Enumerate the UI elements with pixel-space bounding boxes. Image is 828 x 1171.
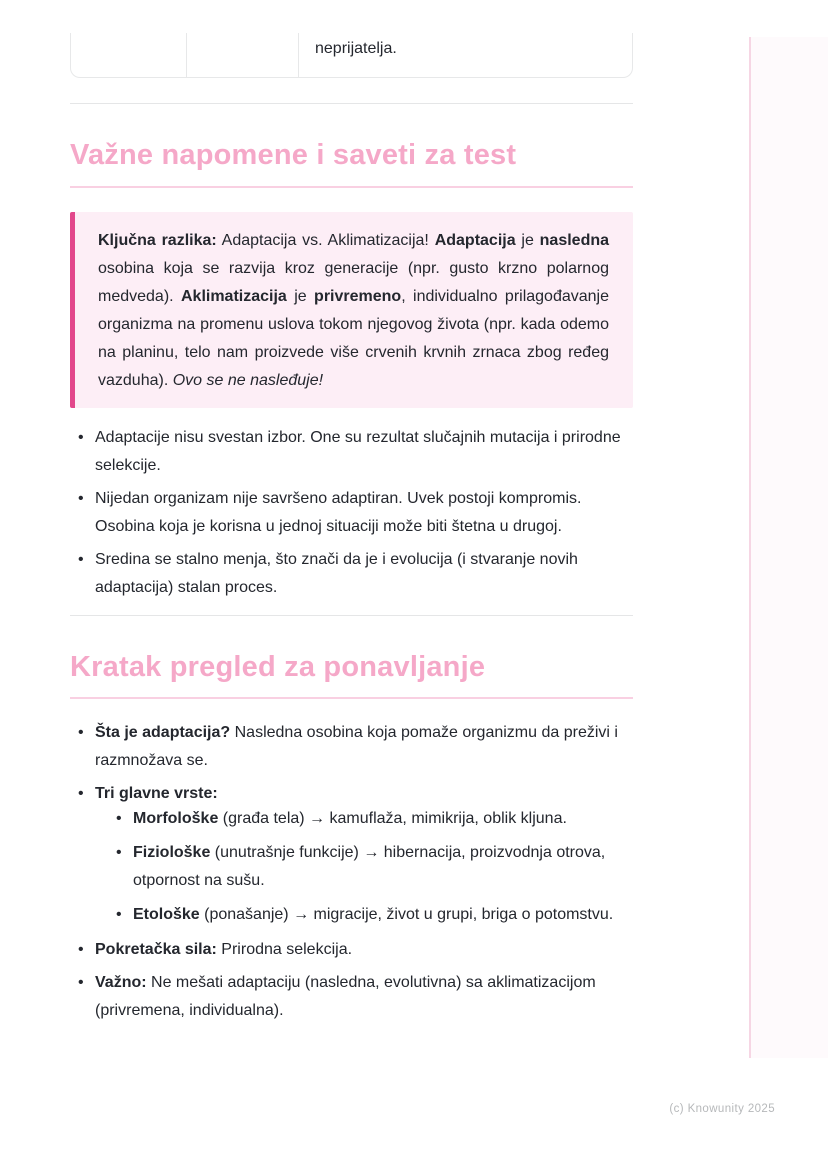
- heading-underline: [70, 186, 633, 188]
- callout-italic-run: Ovo se ne nasleđuje!: [172, 372, 324, 389]
- bullet-lead: Tri glavne vrste:: [95, 785, 218, 802]
- key-difference-callout: [70, 212, 633, 408]
- bullet-lead: Fiziološke: [133, 844, 211, 861]
- callout-text: [98, 232, 609, 389]
- bullet-lead: Važno:: [95, 974, 147, 991]
- page-edge-line: [749, 37, 751, 1058]
- bullet-text: Nasledna osobina koja pomaže organizmu da preživi i razmnožava se.: [95, 724, 618, 769]
- notes-bullet-list: [70, 424, 633, 607]
- table-cell: [71, 33, 187, 77]
- callout-bold-run: nasledna: [539, 232, 610, 249]
- bullet-lead: Morfološke: [133, 810, 219, 827]
- callout-text-run: je: [515, 232, 540, 249]
- nested-bullet-list: [95, 805, 633, 929]
- callout-bold-run: Aklimatizacija: [180, 288, 287, 305]
- callout-bold-run: Ključna razlika:: [98, 232, 217, 249]
- section-heading-review: Kratak pregled za ponavljanje: [70, 651, 486, 683]
- heading-underline: [70, 697, 633, 699]
- table-cell: neprijatelja.: [315, 40, 397, 57]
- bullet-lead: Šta je adaptacija?: [95, 724, 231, 741]
- nested-bullet-item: [112, 901, 633, 929]
- bullet-lead: Etološke: [133, 906, 200, 923]
- nested-bullet-item: [112, 805, 633, 833]
- review-bullet-list: [70, 719, 633, 1030]
- footer-credit: (c) Knowunity 2025: [669, 1103, 775, 1115]
- bullet-text: (unutrašnje funkcije) → hibernacija, proizvodnja otrova, otpornost na sušu.: [133, 844, 606, 889]
- bullet-item: [70, 969, 633, 1025]
- callout-bold-run: privremeno: [314, 288, 402, 305]
- bullet-item: • Adaptacije nisu svestan izbor. One su rezultat slučajnih mutacija i prirodne selekcije.: [70, 424, 633, 480]
- bullet-lead: Pokretačka sila:: [95, 941, 217, 958]
- callout-text-run: osobina koja se razvija kroz generacije (npr. gusto krzno polarnog medveda).: [98, 260, 609, 305]
- bullet-item: [70, 719, 633, 775]
- bullet-text: (ponašanje) → migracije, život u grupi, briga o potomstvu.: [199, 906, 614, 923]
- bullet-item: [70, 936, 633, 964]
- nested-bullet-item: [112, 839, 633, 895]
- section-divider: [70, 103, 633, 104]
- bullet-item: • Nijedan organizam nije savršeno adaptiran. Uvek postoji kompromis. Osobina koja je korisna u jednoj situaciji može biti štetna u drugoj.: [70, 485, 633, 541]
- table-cell: [187, 33, 299, 77]
- callout-text-run: Adaptacija vs. Aklimatizacija!: [216, 232, 435, 249]
- callout-text-run: je: [286, 288, 315, 305]
- section-divider: [70, 615, 633, 616]
- section-heading-notes: Važne napomene i saveti za test: [70, 139, 517, 171]
- bullet-item: • Sredina se stalno menja, što znači da je i evolucija (i stvaranje novih adaptacija) stalan proces.: [70, 546, 633, 602]
- bullet-text: (građa tela) → kamuflaža, mimikrija, oblik kljuna.: [218, 810, 567, 827]
- page-margin-tint: [751, 37, 828, 1058]
- bullet-text: Ne mešati adaptaciju (nasledna, evolutivna) sa aklimatizacijom (privremena, individualna).: [95, 974, 596, 1019]
- table-fragment: [70, 33, 633, 78]
- bullet-text: Prirodna selekcija.: [216, 941, 353, 958]
- callout-bold-run: Adaptacija: [434, 232, 516, 249]
- bullet-item: [70, 780, 633, 929]
- callout-text-run: , individualno prilagođavanje organizma na promenu uslova tokom njegovog života (npr. kada odemo na planinu, telo nam proizvede više crvenih krvnih zrnaca zbog ređeg vazduha).: [98, 288, 609, 389]
